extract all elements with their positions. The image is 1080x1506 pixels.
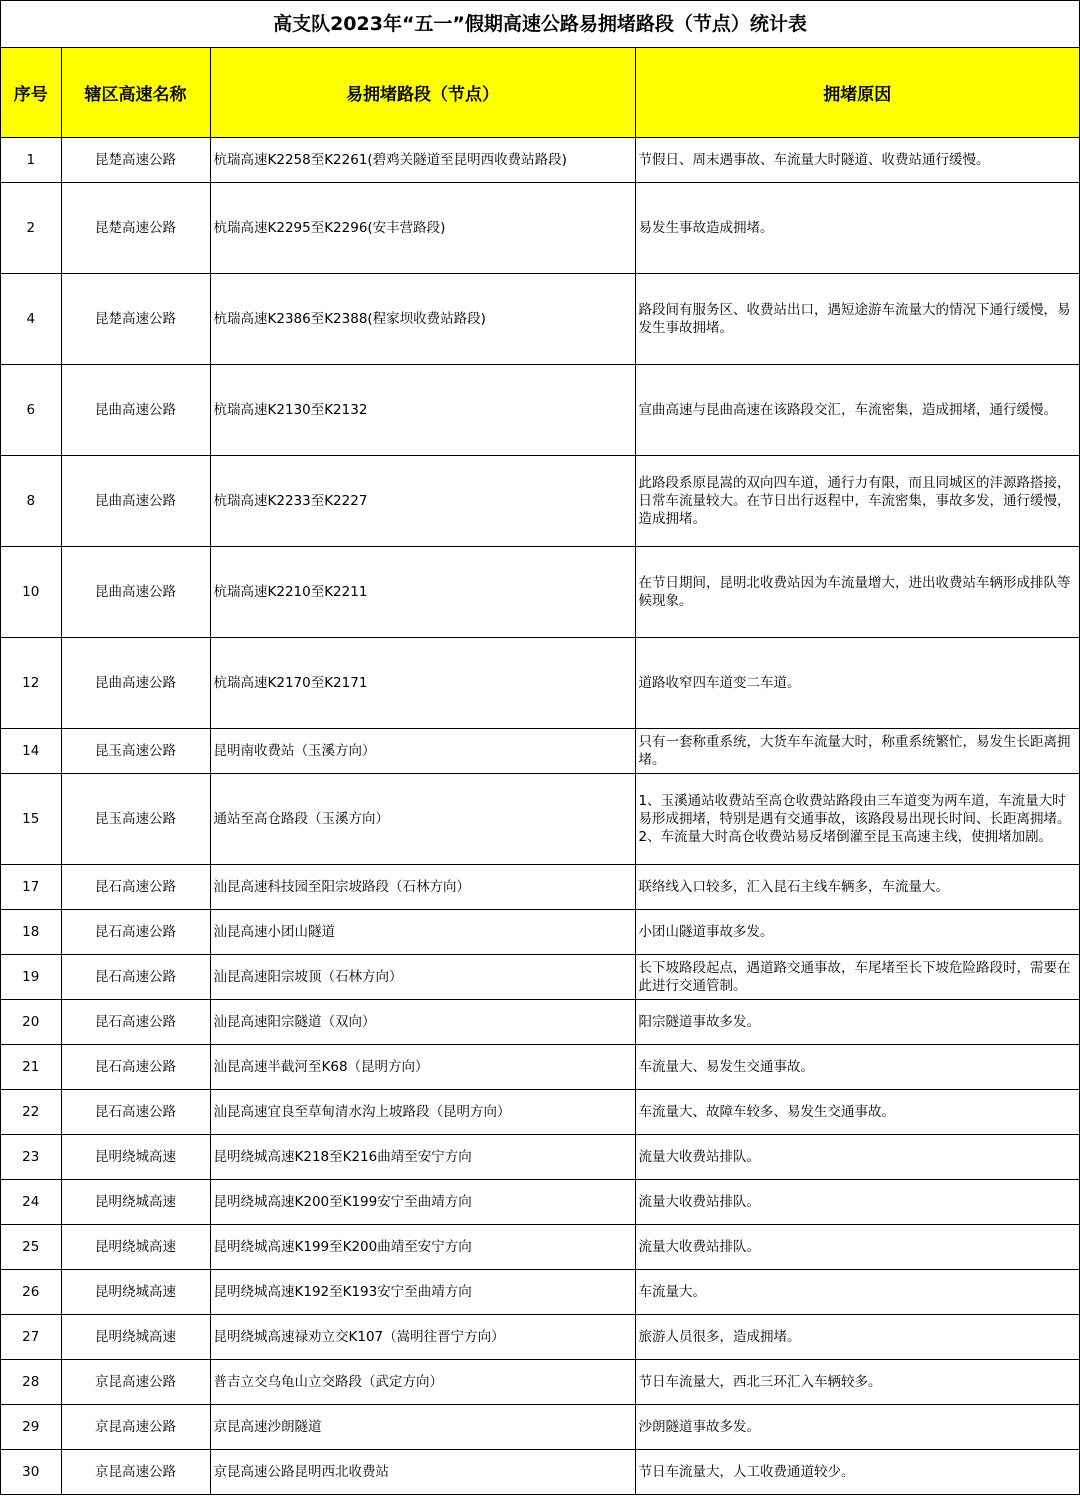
cell-area: 京昆高速公路 [61,1360,210,1405]
cell-segment: 汕昆高速阳宗隧道（双向） [210,1000,635,1045]
table-row [1,865,1079,910]
cell-area: 昆明绕城高速 [61,1180,210,1225]
cell-reason: 道路收窄四车道变二车道。 [635,638,1079,729]
cell-area: 昆楚高速公路 [61,274,210,365]
cell-segment: 杭瑞高速K2170至K2171 [210,638,635,729]
table-row [1,547,1079,638]
cell-reason: 节日车流量大，人工收费通道较少。 [635,1450,1079,1495]
cell-no: 24 [1,1180,61,1225]
cell-area: 昆石高速公路 [61,955,210,1000]
table-row [1,638,1079,729]
cell-segment: 汕昆高速半截河至K68（昆明方向） [210,1045,635,1090]
cell-area: 昆石高速公路 [61,1090,210,1135]
cell-segment: 杭瑞高速K2295至K2296(安丰营路段) [210,183,635,274]
cell-segment: 通站至高仓路段（玉溪方向） [210,774,635,865]
cell-area: 昆玉高速公路 [61,729,210,774]
cell-reason: 沙朗隧道事故多发。 [635,1405,1079,1450]
cell-no: 25 [1,1225,61,1270]
cell-reason: 流量大收费站排队。 [635,1135,1079,1180]
cell-no: 14 [1,729,61,774]
cell-reason: 节日车流量大，西北三环汇入车辆较多。 [635,1360,1079,1405]
cell-reason: 易发生事故造成拥堵。 [635,183,1079,274]
header-segment: 易拥堵路段（节点） [210,48,635,138]
header-no: 序号 [1,48,61,138]
table-row [1,774,1079,865]
cell-area: 昆石高速公路 [61,865,210,910]
cell-reason: 小团山隧道事故多发。 [635,910,1079,955]
cell-no: 18 [1,910,61,955]
table-row [1,955,1079,1000]
cell-segment: 杭瑞高速K2233至K2227 [210,456,635,547]
table-row [1,1450,1079,1495]
cell-no: 21 [1,1045,61,1090]
cell-reason: 流量大收费站排队。 [635,1180,1079,1225]
cell-no: 23 [1,1135,61,1180]
table-row [1,1180,1079,1225]
table-row [1,456,1079,547]
congestion-table [1,48,1079,1494]
cell-area: 昆石高速公路 [61,1000,210,1045]
cell-reason: 1、玉溪通站收费站至高仓收费站路段由三车道变为两车道，车流量大时易形成拥堵，特别是遇有交通事故，该路段易出现长时间、长距离拥堵。 2、车流量大时高仓收费站易反堵倒灌至昆玉高速主线，使拥堵加剧。 [635,774,1079,865]
table-row [1,138,1079,183]
cell-area: 昆楚高速公路 [61,183,210,274]
header-reason: 拥堵原因 [635,48,1079,138]
cell-area: 昆明绕城高速 [61,1270,210,1315]
cell-area: 昆石高速公路 [61,1045,210,1090]
cell-no: 28 [1,1360,61,1405]
cell-area: 昆明绕城高速 [61,1315,210,1360]
cell-segment: 杭瑞高速K2210至K2211 [210,547,635,638]
table-row [1,274,1079,365]
cell-no: 12 [1,638,61,729]
cell-area: 昆石高速公路 [61,910,210,955]
cell-reason: 旅游人员很多，造成拥堵。 [635,1315,1079,1360]
cell-reason: 路段间有服务区、收费站出口，遇短途游车流量大的情况下通行缓慢，易发生事故拥堵。 [635,274,1079,365]
cell-reason: 阳宗隧道事故多发。 [635,1000,1079,1045]
table-row [1,1405,1079,1450]
cell-no: 15 [1,774,61,865]
cell-segment: 昆明南收费站（玉溪方向） [210,729,635,774]
table-row [1,1135,1079,1180]
cell-no: 10 [1,547,61,638]
cell-no: 30 [1,1450,61,1495]
table-row [1,365,1079,456]
cell-reason: 车流量大、易发生交通事故。 [635,1045,1079,1090]
cell-area: 京昆高速公路 [61,1450,210,1495]
table-row [1,910,1079,955]
cell-segment: 汕昆高速科技园至阳宗坡路段（石林方向） [210,865,635,910]
cell-segment: 汕昆高速小团山隧道 [210,910,635,955]
header-row [1,48,1079,138]
cell-segment: 杭瑞高速K2386至K2388(程家坝收费站路段) [210,274,635,365]
cell-no: 27 [1,1315,61,1360]
cell-reason: 此路段系原昆嵩的双向四车道，通行力有限，而且同城区的沣源路搭接，日常车流量较大。在节日出行返程中，车流密集，事故多发，通行缓慢，造成拥堵。 [635,456,1079,547]
cell-no: 6 [1,365,61,456]
cell-segment: 汕昆高速阳宗坡顶（石林方向） [210,955,635,1000]
cell-reason: 车流量大、故障车较多、易发生交通事故。 [635,1090,1079,1135]
cell-reason: 长下坡路段起点，遇道路交通事故，车尾堵至长下坡危险路段时，需要在此进行交通管制。 [635,955,1079,1000]
cell-area: 昆曲高速公路 [61,547,210,638]
table-row [1,1045,1079,1090]
cell-segment: 昆明绕城高速K200至K199安宁至曲靖方向 [210,1180,635,1225]
cell-area: 昆明绕城高速 [61,1225,210,1270]
cell-reason: 联络线入口较多，汇入昆石主线车辆多，车流量大。 [635,865,1079,910]
cell-no: 1 [1,138,61,183]
cell-reason: 流量大收费站排队。 [635,1225,1079,1270]
cell-segment: 普吉立交乌龟山立交路段（武定方向） [210,1360,635,1405]
cell-segment: 京昆高速沙朗隧道 [210,1405,635,1450]
cell-area: 昆曲高速公路 [61,638,210,729]
cell-reason: 车流量大。 [635,1270,1079,1315]
cell-no: 19 [1,955,61,1000]
cell-segment: 京昆高速公路昆明西北收费站 [210,1450,635,1495]
cell-area: 昆玉高速公路 [61,774,210,865]
cell-no: 17 [1,865,61,910]
table-row [1,729,1079,774]
cell-no: 4 [1,274,61,365]
cell-no: 26 [1,1270,61,1315]
cell-segment: 杭瑞高速K2130至K2132 [210,365,635,456]
cell-reason: 在节日期间，昆明北收费站因为车流量增大，进出收费站车辆形成排队等候现象。 [635,547,1079,638]
cell-segment: 昆明绕城高速K199至K200曲靖至安宁方向 [210,1225,635,1270]
cell-reason: 只有一套称重系统，大货车车流量大时，称重系统繁忙，易发生长距离拥堵。 [635,729,1079,774]
cell-area: 昆曲高速公路 [61,365,210,456]
table-row [1,1225,1079,1270]
cell-segment: 昆明绕城高速K192至K193安宁至曲靖方向 [210,1270,635,1315]
table-title: 高支队2023年“五一”假期高速公路易拥堵路段（节点）统计表 [1,1,1079,48]
cell-area: 昆曲高速公路 [61,456,210,547]
cell-segment: 昆明绕城高速K218至K216曲靖至安宁方向 [210,1135,635,1180]
table-row [1,1090,1079,1135]
cell-no: 8 [1,456,61,547]
header-area: 辖区高速名称 [61,48,210,138]
cell-segment: 昆明绕城高速禄劝立交K107（嵩明往晋宁方向） [210,1315,635,1360]
cell-area: 京昆高速公路 [61,1405,210,1450]
cell-no: 20 [1,1000,61,1045]
cell-reason: 节假日、周末遇事故、车流量大时隧道、收费站通行缓慢。 [635,138,1079,183]
cell-segment: 杭瑞高速K2258至K2261(碧鸡关隧道至昆明西收费站路段) [210,138,635,183]
cell-segment: 汕昆高速宜良至草甸清水沟上坡路段（昆明方向） [210,1090,635,1135]
cell-no: 29 [1,1405,61,1450]
cell-no: 22 [1,1090,61,1135]
table-row [1,1000,1079,1045]
table-row [1,1360,1079,1405]
table-row [1,1270,1079,1315]
table-row [1,183,1079,274]
cell-area: 昆楚高速公路 [61,138,210,183]
cell-area: 昆明绕城高速 [61,1135,210,1180]
cell-reason: 宣曲高速与昆曲高速在该路段交汇，车流密集，造成拥堵，通行缓慢。 [635,365,1079,456]
table-row [1,1315,1079,1360]
cell-no: 2 [1,183,61,274]
